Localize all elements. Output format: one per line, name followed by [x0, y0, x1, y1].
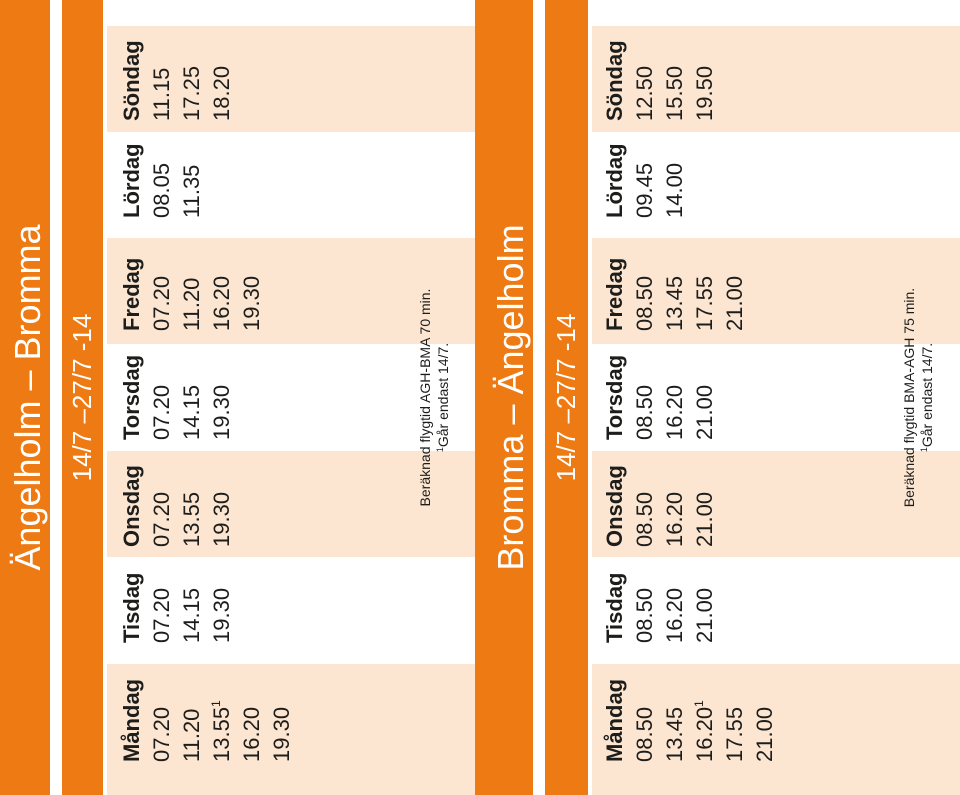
- period-label: 14/7 –27/7 -14: [67, 313, 97, 482]
- departure-time: [147, 40, 177, 121]
- time-value: 08.50: [632, 275, 657, 331]
- day-header: Söndag: [602, 40, 627, 121]
- footnote-flight-time: Beräknad flygtid BMA-AGH 75 min.: [901, 287, 917, 508]
- time-value: 08.50: [632, 587, 657, 643]
- day-header: Torsdag: [119, 354, 144, 440]
- period-label: 14/7 –27/7 -14: [551, 313, 581, 482]
- time-value: 07.20: [149, 491, 174, 547]
- day-column: [117, 465, 237, 547]
- day-header: Tisdag: [119, 572, 144, 643]
- time-value: 16.20: [692, 706, 717, 762]
- departure-time: [660, 679, 690, 762]
- departure-time: [147, 258, 177, 331]
- departure-time: [207, 40, 237, 121]
- day-header: Fredag: [602, 257, 627, 331]
- departure-time: [177, 143, 207, 218]
- time-value: 21.00: [752, 706, 777, 762]
- footnote: [416, 0, 452, 795]
- departure-time: [267, 679, 297, 762]
- time-value: 19.30: [209, 384, 234, 440]
- day-column: [117, 355, 237, 440]
- time-value: 11.15: [149, 67, 174, 121]
- day-header: Måndag: [602, 678, 627, 762]
- departure-time: [207, 572, 237, 643]
- time-value: 15.50: [662, 65, 687, 121]
- time-value: 07.20: [149, 384, 174, 440]
- day-column: [600, 143, 690, 218]
- day-columns: [117, 0, 297, 795]
- day-header: Onsdag: [119, 465, 144, 547]
- period-band: [62, 0, 103, 795]
- departure-time: [690, 40, 720, 121]
- footnote-marker: 1: [919, 447, 929, 453]
- time-value: 19.30: [269, 706, 294, 762]
- time-value: 07.20: [149, 275, 174, 331]
- time-value: 08.05: [149, 162, 174, 218]
- departure-time: [630, 40, 660, 121]
- departure-time: [630, 258, 660, 331]
- time-value: 16.20: [662, 491, 687, 547]
- time-value: 16.20: [662, 384, 687, 440]
- title-band: [0, 0, 50, 795]
- time-value: 14.00: [662, 162, 687, 218]
- departure-time: [177, 40, 207, 121]
- footnote-marker: 1: [209, 700, 223, 707]
- time-value: 16.20: [239, 706, 264, 762]
- time-value: 19.50: [692, 65, 717, 121]
- departure-time: [177, 679, 207, 762]
- departure-time: [630, 572, 660, 643]
- day-column: [600, 465, 720, 547]
- time-value: 16.20: [662, 587, 687, 643]
- departure-time: [207, 465, 237, 547]
- footnote-note: [918, 0, 936, 795]
- day-column: [117, 258, 267, 331]
- departure-time: [207, 679, 237, 762]
- departure-time: [630, 679, 660, 762]
- day-column: [117, 40, 237, 121]
- departure-time: [177, 258, 207, 331]
- footnote-marker: 1: [435, 447, 445, 453]
- time-value: 14.15: [179, 384, 204, 440]
- time-value: 13.55: [179, 491, 204, 547]
- route-title: Ängelholm – Bromma: [6, 224, 48, 571]
- departure-time: [147, 355, 177, 440]
- day-header: Lördag: [602, 143, 627, 218]
- day-header: Tisdag: [602, 572, 627, 643]
- day-header: Söndag: [119, 40, 144, 121]
- time-value: 18.20: [209, 65, 234, 121]
- departure-time: [660, 258, 690, 331]
- departure-time: [177, 572, 207, 643]
- day-header: Torsdag: [602, 354, 627, 440]
- day-column: [117, 572, 237, 643]
- departure-time: [720, 258, 750, 331]
- departure-time: [660, 143, 690, 218]
- departure-time: [660, 355, 690, 440]
- day-header: Fredag: [119, 257, 144, 331]
- departure-time: [147, 465, 177, 547]
- departure-time: [237, 679, 267, 762]
- departure-time: [750, 679, 780, 762]
- footnote-marker: 1: [692, 700, 706, 707]
- time-value: 11.20: [179, 708, 204, 762]
- time-value: 17.55: [692, 275, 717, 331]
- time-value: 21.00: [692, 384, 717, 440]
- time-value: 17.55: [722, 706, 747, 762]
- time-value: 19.30: [209, 587, 234, 643]
- departure-time: [660, 465, 690, 547]
- time-value: 14.15: [179, 587, 204, 643]
- departure-time: [177, 465, 207, 547]
- time-value: 21.00: [722, 275, 747, 331]
- departure-time: [147, 143, 177, 218]
- time-value: 17.25: [179, 65, 204, 121]
- time-value: 11.20: [179, 277, 204, 331]
- departure-time: [207, 355, 237, 440]
- time-value: 13.45: [662, 275, 687, 331]
- day-column: [600, 258, 750, 331]
- departure-time: [147, 572, 177, 643]
- time-value: 09.45: [632, 162, 657, 218]
- time-value: 08.50: [632, 491, 657, 547]
- time-value: 13.55: [209, 706, 234, 762]
- day-column: [117, 679, 297, 762]
- period-band: [545, 0, 588, 795]
- footnote-flight-time: Beräknad flygtid AGH-BMA 70 min.: [417, 288, 433, 507]
- time-value: 19.30: [239, 275, 264, 331]
- departure-time: [720, 679, 750, 762]
- day-header: Måndag: [119, 678, 144, 762]
- footnote-note-text: Går endast 14/7.: [435, 342, 451, 448]
- time-value: 07.20: [149, 587, 174, 643]
- departure-time: [630, 465, 660, 547]
- footnote-note: [434, 0, 452, 795]
- timetable-bromma-angelholm: [475, 0, 960, 795]
- title-band: [475, 0, 533, 795]
- departure-time: [177, 355, 207, 440]
- time-value: 12.50: [632, 65, 657, 121]
- day-columns: [600, 0, 780, 795]
- route-title: Bromma – Ängelholm: [489, 224, 531, 571]
- day-column: [600, 572, 720, 643]
- timetable-angelholm-bromma: [0, 0, 475, 795]
- departure-time: [660, 40, 690, 121]
- day-header: Lördag: [119, 143, 144, 218]
- day-header: Onsdag: [602, 465, 627, 547]
- time-value: 08.50: [632, 384, 657, 440]
- departure-time: [630, 355, 660, 440]
- time-value: 16.20: [209, 275, 234, 331]
- day-column: [600, 40, 720, 121]
- day-column: [600, 679, 780, 762]
- departure-time: [630, 143, 660, 218]
- time-value: 08.50: [632, 706, 657, 762]
- time-value: 21.00: [692, 491, 717, 547]
- departure-time: [207, 258, 237, 331]
- day-column: [600, 355, 720, 440]
- departure-time: [690, 258, 720, 331]
- departure-time: [237, 258, 267, 331]
- day-column: [117, 143, 207, 218]
- time-value: 19.30: [209, 491, 234, 547]
- departure-time: [147, 679, 177, 762]
- departure-time: [690, 572, 720, 643]
- footnote: [900, 0, 936, 795]
- departure-time: [690, 679, 720, 762]
- footnote-note-text: Går endast 14/7.: [919, 342, 935, 448]
- time-value: 11.35: [179, 164, 204, 218]
- time-value: 13.45: [662, 706, 687, 762]
- time-value: 21.00: [692, 587, 717, 643]
- departure-time: [660, 572, 690, 643]
- departure-time: [690, 355, 720, 440]
- time-value: 07.20: [149, 706, 174, 762]
- departure-time: [690, 465, 720, 547]
